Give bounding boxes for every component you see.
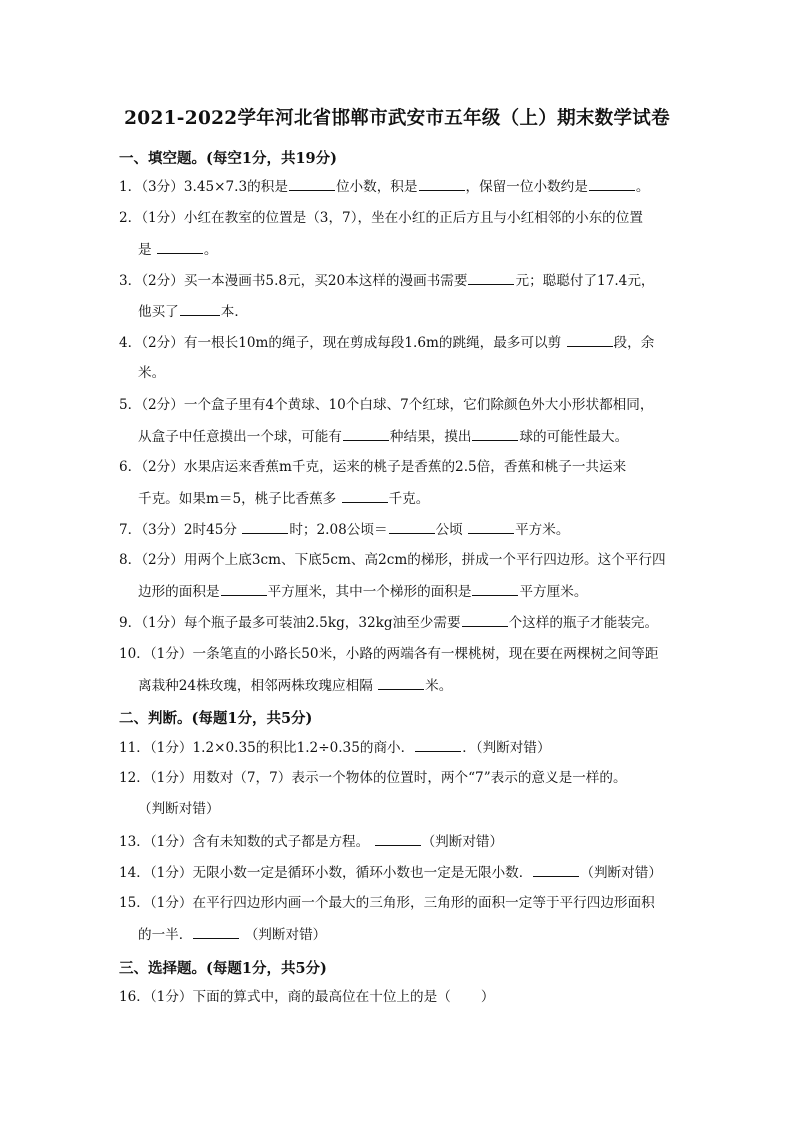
question-8-cont: 边形的面积是 平方厘米，其中一个梯形的面积是 平方厘米。: [138, 584, 588, 600]
answer-blank[interactable]: [193, 925, 239, 939]
question-1: 1．（3分）3.45×7.3的积是 位小数，积是 ，保留一位小数约是 。: [119, 179, 650, 195]
question-10: 10．（1分）一条笔直的小路长50米，小路的两端各有一棵桃树，现在要在两棵树之间等距: [119, 646, 659, 662]
answer-blank[interactable]: [468, 520, 514, 534]
question-13: 13．（1分）含有未知数的式子都是方程。 （判断对错）: [119, 834, 504, 850]
question-9: 9．（1分）每个瓶子最多可装油2.5kg，32kg油至少需要 个这样的瓶子才能装完。: [119, 615, 659, 631]
answer-blank[interactable]: [289, 177, 335, 191]
answer-blank[interactable]: [180, 302, 220, 316]
question-12-cont: （判断对错）: [138, 801, 220, 817]
answer-blank[interactable]: [342, 489, 388, 503]
question-10-cont: 离栽种24株玫瑰，相邻两株玫瑰应相隔 米。: [138, 678, 453, 694]
question-4-cont: 米。: [138, 365, 166, 381]
question-2: 2．（1分）小红在教室的位置是（3，7），坐在小红的正后方且与小红相邻的小东的位置: [119, 210, 643, 226]
answer-blank[interactable]: [242, 520, 288, 534]
question-6: 6．（2分）水果店运来香蕉m千克，运来的桃子是香蕉的2.5倍，香蕉和桃子一共运来: [119, 459, 627, 475]
answer-blank[interactable]: [472, 427, 518, 441]
section-multiple-choice: 三、选择题。(每题1分，共5分): [119, 960, 327, 977]
question-16: 16．（1分）下面的算式中，商的最高位在十位上的是（ ）: [119, 989, 495, 1005]
question-3: 3．（2分）买一本漫画书5.8元，买20本这样的漫画书需要 元；聪聪付了17.4元，: [119, 273, 655, 289]
answer-blank[interactable]: [472, 582, 518, 596]
answer-blank[interactable]: [343, 427, 389, 441]
answer-blank[interactable]: [468, 271, 514, 285]
answer-blank[interactable]: [375, 832, 421, 846]
question-7: 7．（3分）2时45分 时；2.08公顷＝ 公顷 平方米。: [119, 522, 570, 538]
section-fill-in: 一、填空题。(每空1分，共19分): [119, 150, 337, 167]
question-14: 14．（1分）无限小数一定是循环小数，循环小数也一定是无限小数． （判断对错）: [119, 865, 662, 881]
question-12: 12．（1分）用数对（7，7）表示一个物体的位置时，两个“7”表示的意义是一样的。: [119, 770, 627, 786]
answer-blank[interactable]: [157, 240, 203, 254]
answer-blank[interactable]: [462, 613, 508, 627]
question-6-cont: 千克。如果m＝5，桃子比香蕉多 千克。: [138, 491, 430, 507]
answer-blank[interactable]: [419, 177, 465, 191]
section-true-false: 二、判断。(每题1分，共5分): [119, 710, 313, 727]
answer-blank[interactable]: [533, 863, 579, 877]
question-4: 4．（2分）有一根长10m的绳子，现在剪成每段1.6m的跳绳，最多可以剪 段，余: [119, 335, 655, 351]
question-11: 11．（1分）1.2×0.35的积比1.2÷0.35的商小． ．（判断对错）: [119, 740, 551, 756]
answer-blank[interactable]: [221, 582, 267, 596]
question-2-cont: 是 。: [138, 242, 218, 258]
answer-blank[interactable]: [389, 520, 435, 534]
question-3-cont: 他买了 本．: [138, 304, 248, 320]
question-15-cont: 的一半． （判断对错）: [138, 927, 327, 943]
question-8: 8．（2分）用两个上底3cm、下底5cm、高2cm的梯形，拼成一个平行四边形。这个平行四: [119, 552, 666, 568]
answer-blank[interactable]: [567, 333, 613, 347]
answer-blank[interactable]: [589, 177, 635, 191]
answer-blank[interactable]: [378, 676, 424, 690]
question-15: 15．（1分）在平行四边形内画一个最大的三角形，三角形的面积一定等于平行四边形面积: [119, 895, 655, 911]
question-5: 5．（2分）一个盒子里有4个黄球、10个白球、7个红球，它们除颜色外大小形状都相同，: [119, 397, 654, 413]
exam-title: 2021-2022学年河北省邯郸市武安市五年级（上）期末数学试卷: [124, 108, 670, 129]
question-5-cont: 从盒子中任意摸出一个球，可能有 种结果，摸出 球的可能性最大。: [138, 429, 629, 445]
answer-blank[interactable]: [415, 738, 461, 752]
